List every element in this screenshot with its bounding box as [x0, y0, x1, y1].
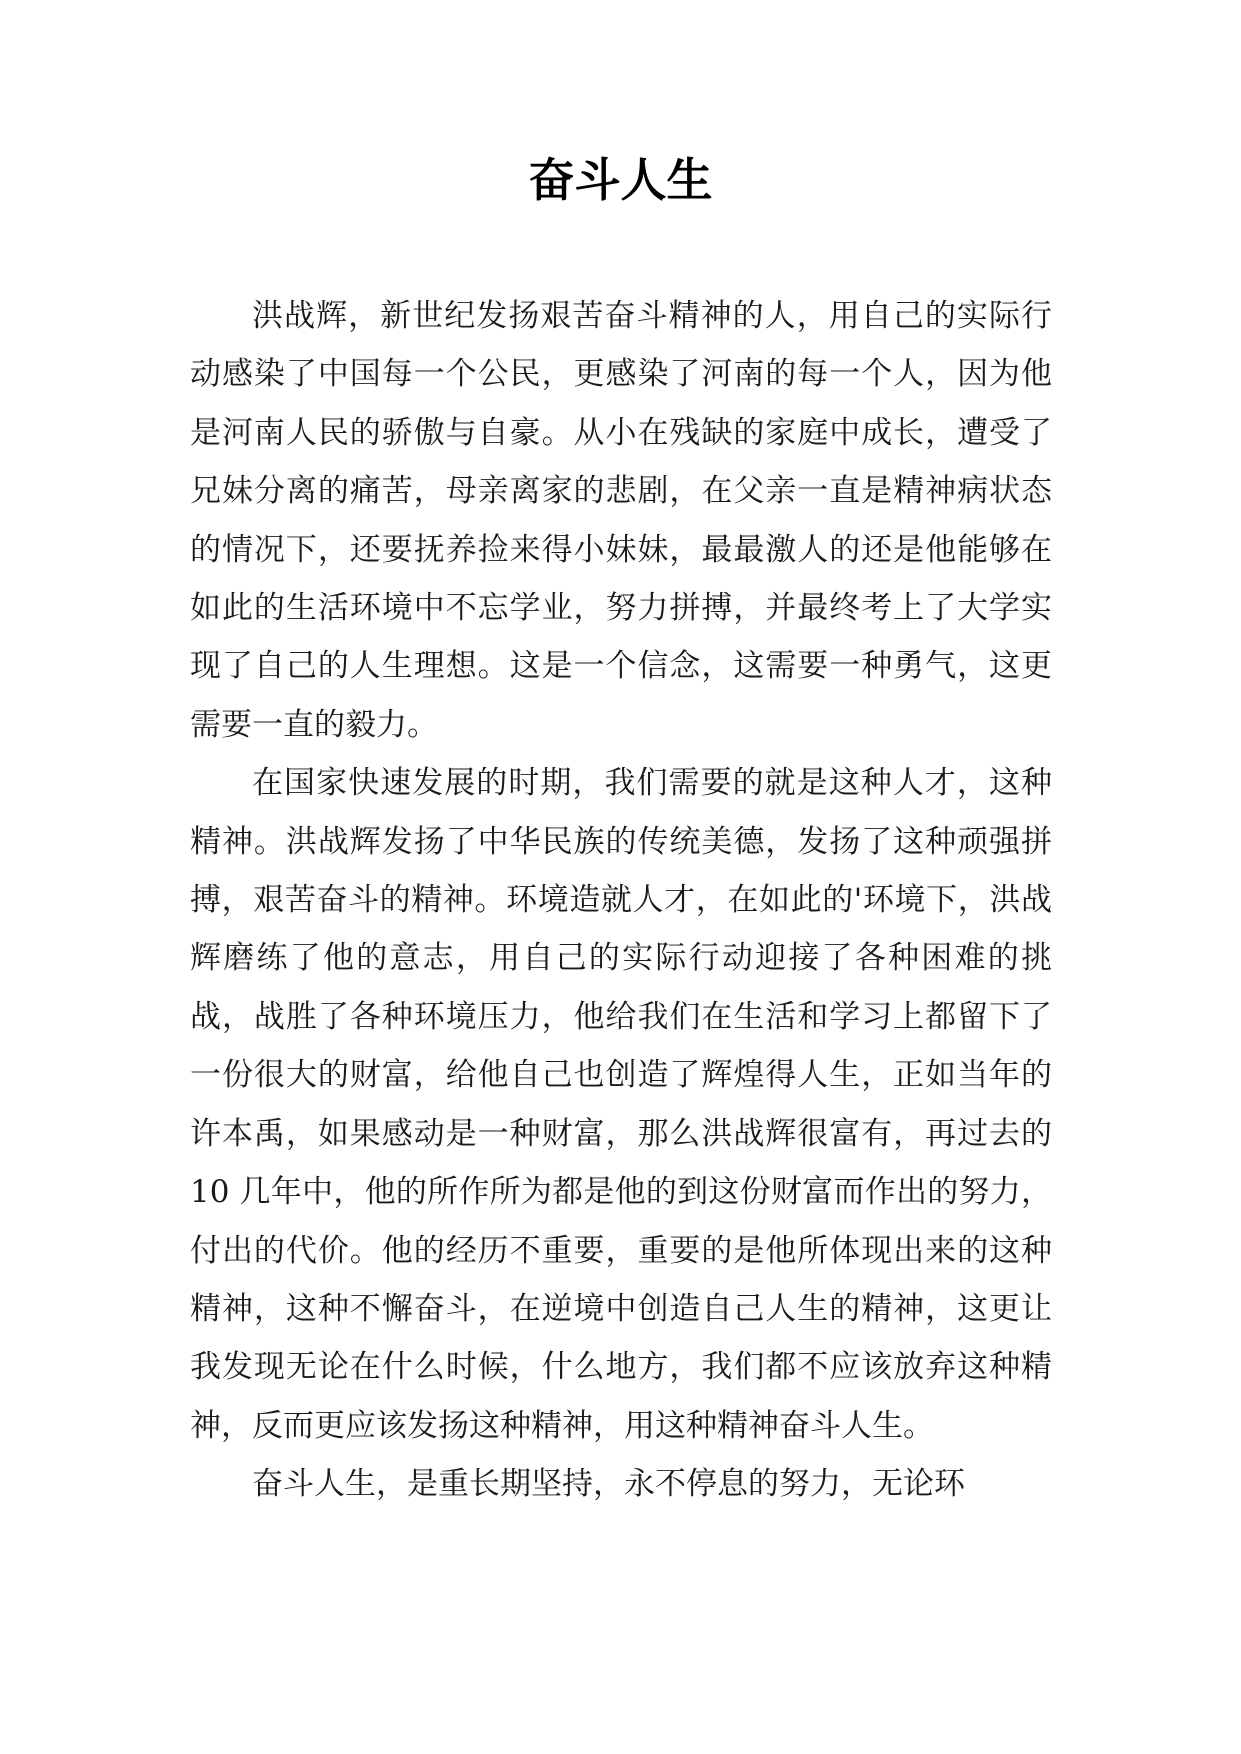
- paragraph: 洪战辉，新世纪发扬艰苦奋斗精神的人，用自己的实际行动感染了中国每一个公民，更感染了河南的每一个人，因为他是河南人民的骄傲与自豪。从小在残缺的家庭中成长，遭受了兄妹分离的痛苦，母亲离家的悲剧，在父亲一直是精神病状态的情况下，还要抚养捡来得小妹妹，最最激人的还是他能够在如此的生活环境中不忘学业，努力拼搏，并最终考上了大学实现了自己的人生理想。这是一个信念，这需要一种勇气，这更需要一直的毅力。: [190, 298, 1052, 743]
- paragraph: 奋斗人生，是重长期坚持，永不停息的努力，无论环: [252, 1466, 965, 1503]
- paragraph: 在国家快速发展的时期，我们需要的就是这种人才，这种精神。洪战辉发扬了中华民族的传统美德，发扬了这种顽强拼搏，艰苦奋斗的精神。环境造就人才，在如此的'环境下，洪战辉磨练了他的意志，用自己的实际行动迎接了各种困难的挑战，战胜了各种环境压力，他给我们在生活和学习上都留下了一份很大的财富，给他自己也创造了辉煌得人生，正如当年的许本禹，如果感动是一种财富，那么洪战辉很富有，再过去的 10 几年中，他的所作所为都是他的到这份财富而作出的努力，付出的代价。他的经历不重要，重要的是他所体现出来的这种精神，这种不懈奋斗，在逆境中创造自己人生的精神，这更让我发现无论在什么时候，什么地方，我们都不应该放弃这种精神，反而更应该发扬这种精神，用这种精神奋斗人生。: [190, 765, 1052, 1444]
- document-title: 奋斗人生: [528, 153, 713, 207]
- document-body: [190, 287, 1052, 1514]
